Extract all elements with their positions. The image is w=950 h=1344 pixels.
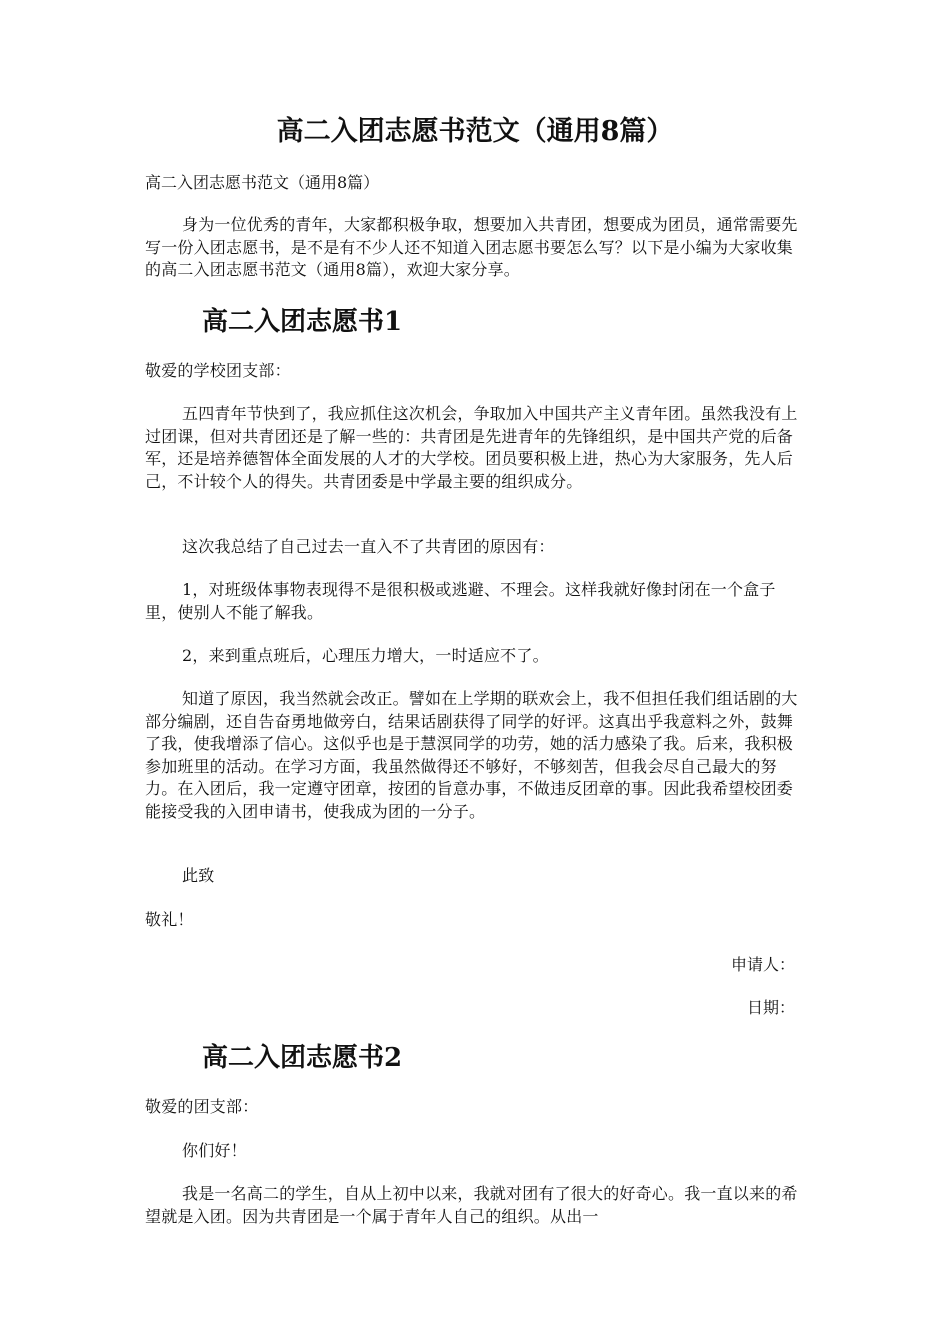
section-1-paragraph-5: 知道了原因，我当然就会改正。譬如在上学期的联欢会上，我不但担任我们组话剧的大部分编剧，还自告奋勇地做旁白，结果话剧获得了同学的好评。这真出乎我意料之外，鼓舞了我，使我增添了信心。这似乎也是于慧溟同学的功劳，她的活力感染了我。后来，我积极参加班里的活动。在学习方面，我虽然做得还不够好，不够刻苦，但我会尽自己最大的努力。在入团后，我一定遵守团章，按团的旨意办事，不做违反团章的事。因此我希望校团委能接受我的入团申请书，使我成为团的一分子。 [145, 689, 798, 821]
section-2-salutation: 敬爱的团支部： [145, 1097, 259, 1116]
section-1-closing-1: 此致 [182, 866, 215, 885]
section-1-applicant: 申请人： [730, 955, 795, 974]
section-1-date: 日期： [746, 998, 795, 1017]
section-1-closing-2: 敬礼！ [145, 910, 194, 929]
section-2-greeting: 你们好！ [182, 1141, 247, 1160]
section-1-salutation: 敬爱的学校团支部： [145, 361, 291, 380]
document-title: 高二入团志愿书范文（通用8篇） [276, 116, 674, 147]
section-1-paragraph-2: 这次我总结了自己过去一直入不了共青团的原因有： [182, 537, 555, 556]
section-2-heading: 高二入团志愿书2 [202, 1043, 403, 1073]
section-1-paragraph-4: 2，来到重点班后，心理压力增大，一时适应不了。 [182, 646, 549, 665]
section-1-paragraph-1: 五四青年节快到了，我应抓住这次机会，争取加入中国共产主义青年团。虽然我没有上过团课，但对共青团还是了解一些的：共青团是先进青年的先锋组织，是中国共产党的后备军，还是培养德智体全面发展的人才的大学校。团员要积极上进，热心为大家服务，先人后己，不计较个人的得失。共青团委是中学最主要的组织成分。 [145, 404, 798, 491]
intro-paragraph: 身为一位优秀的青年，大家都积极争取，想要加入共青团，想要成为团员，通常需要先写一份入团志愿书，是不是有不少人还不知道入团志愿书要怎么写？以下是小编为大家收集的高二入团志愿书范文（通用8篇），欢迎大家分享。 [145, 215, 798, 279]
section-1-heading: 高二入团志愿书1 [202, 307, 403, 337]
section-2-paragraph-1: 我是一名高二的学生，自从上初中以来，我就对团有了很大的好奇心。我一直以来的希望就是入团。因为共青团是一个属于青年人自己的组织。从出一 [145, 1184, 798, 1226]
section-1-paragraph-3: 1，对班级体事物表现得不是很积极或逃避、不理会。这样我就好像封闭在一个盒子里，使别人不能了解我。 [145, 580, 776, 622]
document-subtitle: 高二入团志愿书范文（通用8篇） [145, 173, 380, 192]
